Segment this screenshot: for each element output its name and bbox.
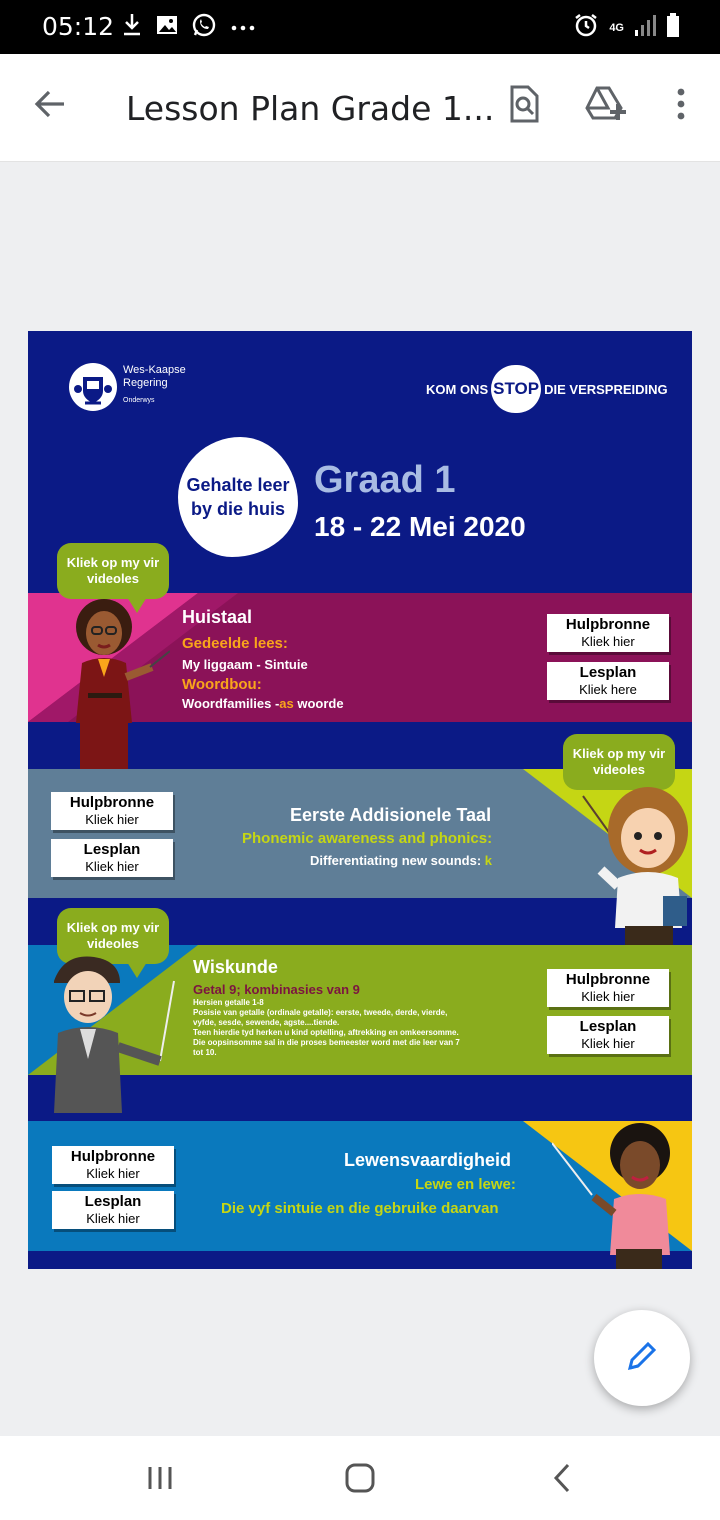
quality-learning-badge <box>178 437 298 557</box>
huistaal-lessonplan-title: Lesplan <box>579 664 637 681</box>
eat-line1-b: k <box>484 853 493 868</box>
huistaal-resources-title: Hulpbronne <box>565 616 651 633</box>
teacher-character-2 <box>553 786 692 946</box>
pencil-icon <box>624 1338 660 1379</box>
lv-title: Lewensvaardigheid <box>344 1150 512 1170</box>
slogan-right: DIE VERSPREIDING <box>544 381 668 397</box>
video-bubble-2[interactable] <box>563 734 675 790</box>
eat-resources-button[interactable] <box>51 792 173 830</box>
video-bubble-1-text: Kliek op my vir videoles <box>66 555 160 586</box>
signal-icon <box>634 13 656 42</box>
wiskunde-line-4: Die oopsinsomme sal in die proses bemeester word met die leer van 7 <box>193 1038 460 1047</box>
video-bubble-3-text: Kliek op my vir videoles <box>66 920 160 951</box>
eat-resources-sub: Kliek hier <box>85 812 139 827</box>
huistaal-sub2: Woordbou: <box>182 676 262 693</box>
slogan-stop: STOP <box>491 365 541 413</box>
add-to-drive-icon[interactable] <box>582 82 630 126</box>
teacher-character-1 <box>60 597 170 772</box>
logo-line-2: Regering <box>123 377 168 389</box>
document-title: Lesson Plan Grade 1... <box>126 89 495 128</box>
government-crest-logo <box>69 363 117 411</box>
lv-lessonplan-title: Lesplan <box>84 1193 142 1210</box>
wiskunde-line-3: Teen hierdie tyd herken u kind optelling, aftrekking en omkeersomme. <box>193 1028 459 1037</box>
lv-sub2: Die vyf sintuie en die gebruike daarvan <box>221 1200 499 1217</box>
video-bubble-2-text: Kliek op my vir videoles <box>572 746 666 777</box>
more-options-icon[interactable] <box>664 82 698 126</box>
huistaal-lessonplan-button[interactable] <box>547 662 669 700</box>
lv-resources-button[interactable] <box>52 1146 174 1184</box>
home-icon[interactable] <box>340 1458 380 1498</box>
lv-lessonplan-sub: Kliek hier <box>86 1211 140 1226</box>
huistaal-line1: My liggaam - Sintuie <box>182 657 308 672</box>
eat-title: Eerste Addisionele Taal <box>290 805 492 825</box>
huistaal-resources-button[interactable] <box>547 614 669 652</box>
wiskunde-line-5: tot 10. <box>193 1048 217 1057</box>
alarm-icon <box>573 12 599 43</box>
wiskunde-line-0: Hersien getalle 1-8 <box>193 998 264 1007</box>
eat-line1-a: Differentiating new sounds: <box>310 853 485 868</box>
lv-lessonplan-button[interactable] <box>52 1191 174 1229</box>
huistaal-line2-a: Woordfamilies - <box>182 696 280 711</box>
wiskunde-resources-sub: Kliek hier <box>581 989 635 1004</box>
network-type: 4G <box>609 21 624 34</box>
eat-lessonplan-sub: Kliek hier <box>85 859 139 874</box>
wiskunde-sub1: Getal 9; kombinasies van 9 <box>193 982 360 997</box>
date-range: 18 - 22 Mei 2020 <box>314 511 526 542</box>
wiskunde-line-2: vyfde, sesde, sewende, agste....tiende. <box>193 1018 340 1027</box>
huistaal-title: Huistaal <box>182 607 253 627</box>
whatsapp-icon <box>192 13 216 42</box>
video-bubble-1[interactable] <box>57 543 169 599</box>
edit-fab-button[interactable] <box>594 1310 690 1406</box>
status-time: 05:12 <box>42 12 115 41</box>
logo-line-1: Wes-Kaapse <box>123 364 186 376</box>
stop-spread-slogan <box>426 364 668 414</box>
teacher-character-3 <box>40 951 180 1121</box>
wiskunde-resources-title: Hulpbronne <box>565 971 651 988</box>
eat-sub1: Phonemic awareness and phonics: <box>242 830 493 847</box>
back-arrow-icon[interactable] <box>28 82 72 126</box>
lv-sub1: Lewe en lewe: <box>415 1176 516 1193</box>
badge-text: Gehalte leer by die huis <box>186 475 290 519</box>
back-nav-icon[interactable] <box>542 1458 582 1498</box>
battery-icon <box>666 12 680 43</box>
logo-line-3: Onderwys <box>123 397 155 404</box>
find-in-page-icon[interactable] <box>503 82 545 126</box>
wiskunde-resources-button[interactable] <box>547 969 669 1007</box>
more-dots-icon <box>230 19 256 37</box>
grade-heading: Graad 1 <box>314 459 456 501</box>
status-bar <box>0 0 720 54</box>
wiskunde-lessonplan-sub: Kliek hier <box>581 1036 635 1051</box>
huistaal-lessonplan-sub: Kliek here <box>579 682 637 697</box>
system-nav-bar <box>0 1436 720 1520</box>
slogan-left: KOM ONS <box>426 381 489 397</box>
wiskunde-title: Wiskunde <box>193 957 278 977</box>
wiskunde-line-1: Posisie van getalle (ordinale getalle): eerste, tweede, derde, vierde, <box>193 1008 448 1017</box>
lv-resources-title: Hulpbronne <box>70 1148 156 1165</box>
app-bar <box>0 54 720 162</box>
download-icon <box>122 12 142 43</box>
huistaal-sub1: Gedeelde lees: <box>182 635 288 652</box>
eat-lessonplan-title: Lesplan <box>83 841 141 858</box>
teacher-character-4 <box>552 1123 692 1269</box>
eat-lessonplan-button[interactable] <box>51 839 173 877</box>
wiskunde-lessonplan-button[interactable] <box>547 1016 669 1054</box>
recent-apps-icon[interactable] <box>140 1458 180 1498</box>
wiskunde-lessonplan-title: Lesplan <box>579 1018 637 1035</box>
huistaal-line2 <box>182 696 344 711</box>
lv-resources-sub: Kliek hier <box>86 1166 140 1181</box>
huistaal-line2-c: woorde <box>293 696 344 711</box>
huistaal-resources-sub: Kliek hier <box>581 634 635 649</box>
huistaal-line2-b: as <box>279 696 294 711</box>
gallery-icon <box>156 14 178 41</box>
eat-resources-title: Hulpbronne <box>69 794 155 811</box>
eat-line1 <box>310 853 492 868</box>
document-page <box>28 331 692 1269</box>
